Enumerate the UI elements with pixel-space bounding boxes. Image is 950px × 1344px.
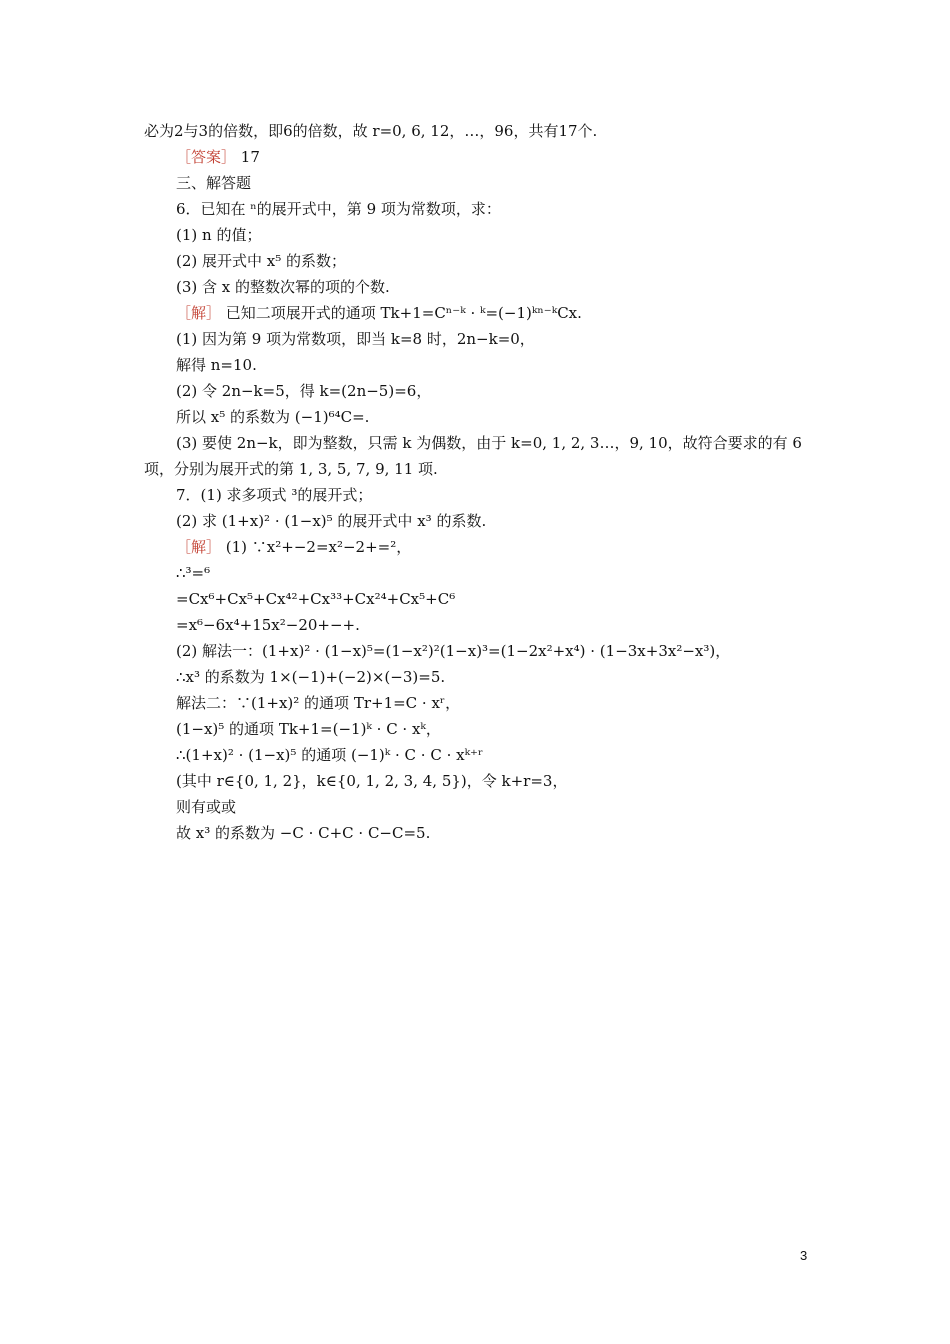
solution-line: ［解］ 已知二项展开式的通项 Tk+1=Cⁿ⁻ᵏ · ᵏ=(−1)ᵏⁿ⁻ᵏCx. (176, 304, 582, 322)
solution-tag: ［解］ (176, 538, 222, 556)
text-line: 解得 n=10. (176, 356, 257, 374)
text-line: (3) 要使 2n−k，即为整数，只需 k 为偶数，由于 k=0, 1, 2, 3…，9, 10，故符合要求的有 6 (176, 434, 802, 452)
text-line: 所以 x⁵ 的系数为 (−1)⁶⁴C=. (176, 408, 370, 426)
text-line: (2) 求 (1+x)² · (1−x)⁵ 的展开式中 x³ 的系数. (176, 512, 487, 530)
text-line: 故 x³ 的系数为 −C · C+C · C−C=5. (176, 824, 431, 842)
section-heading: 三、解答题 (176, 174, 252, 192)
text-line: ∴³=⁶ (176, 564, 211, 582)
text-line: 必为2与3的倍数，即6的倍数，故 r=0, 6, 12，…，96，共有17个. (144, 122, 598, 140)
text-line: (1) 因为第 9 项为常数项，即当 k=8 时，2n−k=0， (176, 330, 535, 348)
problem-7-title: 7．(1) 求多项式 ³的展开式； (176, 486, 373, 504)
text-line: (其中 r∈{0, 1, 2}，k∈{0, 1, 2, 3, 4, 5})，令 k+r=3， (176, 772, 568, 790)
text-line: ∴(1+x)² · (1−x)⁵ 的通项 (−1)ᵏ · C · C · xᵏ⁺ʳ (176, 746, 484, 764)
text-line: =Cx⁶+Cx⁵+Cx⁴²+Cx³³+Cx²⁴+Cx⁵+C⁶ (176, 590, 456, 608)
answer-tag: ［答案］ (176, 148, 237, 166)
text-line: (1−x)⁵ 的通项 Tk+1=(−1)ᵏ · C · xᵏ， (176, 720, 441, 738)
text-line: (2) 令 2n−k=5，得 k=(2n−5)=6， (176, 382, 432, 400)
text-line: (2) 解法一：(1+x)² · (1−x)⁵=(1−x²)²(1−x)³=(1−2x²+x⁴) · (1−3x+3x²−x³)， (176, 642, 731, 660)
text-line: (2) 展开式中 x⁵ 的系数； (176, 252, 347, 270)
text-line: (1) n 的值； (176, 226, 262, 244)
text-line: 则有或或 (176, 798, 237, 816)
solution-line: ［解］ (1) ∵x²+−2=x²−2+=²， (176, 538, 412, 556)
text-line: 解法二：∵(1+x)² 的通项 Tr+1=C · xʳ， (176, 694, 461, 712)
text-line: ∴x³ 的系数为 1×(−1)+(−2)×(−3)=5. (176, 668, 446, 686)
solution-tag: ［解］ (176, 304, 222, 322)
text-line: (3) 含 x 的整数次幂的项的个数. (176, 278, 390, 296)
problem-6-title: 6．已知在 ⁿ的展开式中，第 9 项为常数项，求： (176, 200, 501, 218)
text-line: =x⁶−6x⁴+15x²−20+−+. (176, 616, 360, 634)
text-line: 项，分别为展开式的第 1, 3, 5, 7, 9, 11 项. (144, 460, 438, 478)
page-number: 3 (800, 1248, 808, 1263)
answer-line: ［答案］ 17 (176, 148, 260, 166)
